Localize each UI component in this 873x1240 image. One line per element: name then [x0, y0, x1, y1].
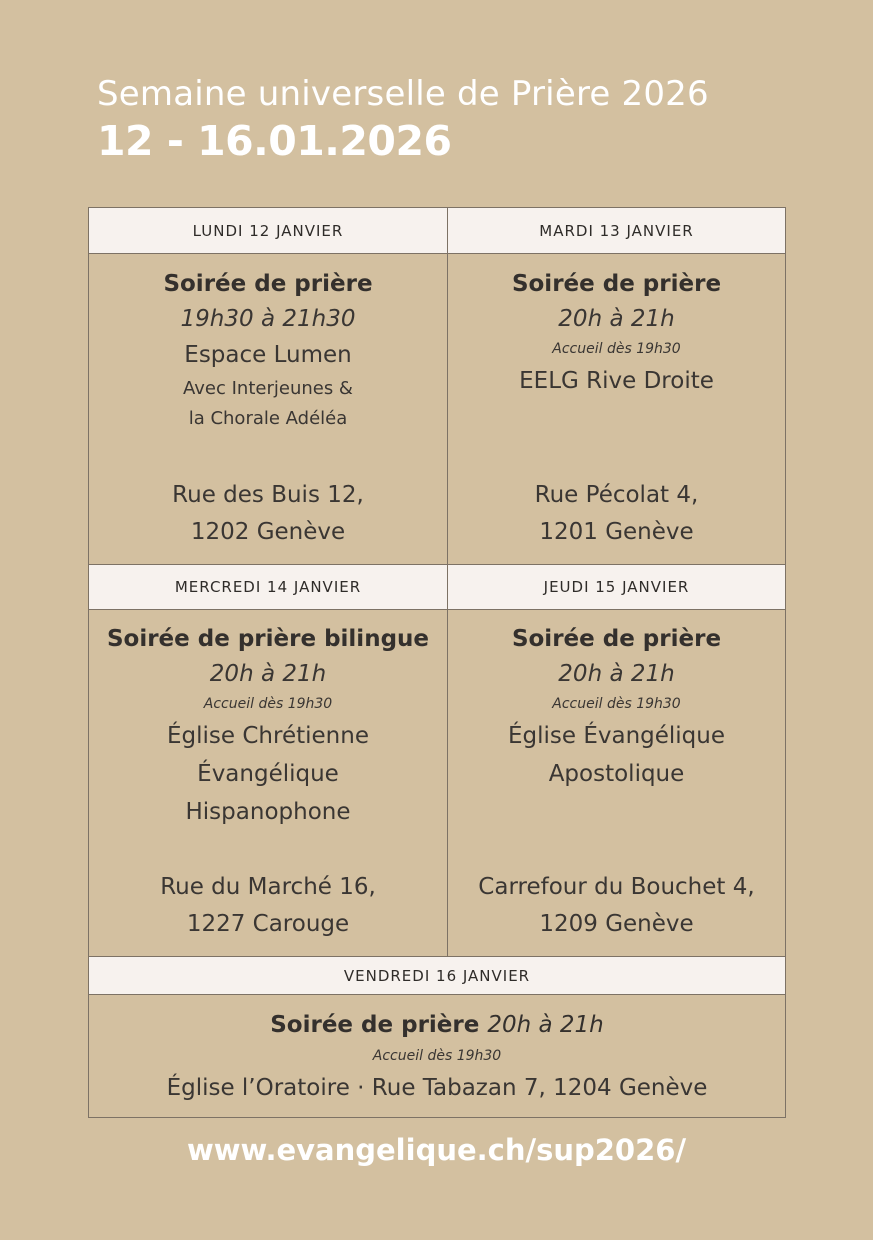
event-time: 20h à 21h: [558, 306, 675, 332]
day-cell-friday: [89, 995, 785, 1117]
event-place: Espace Lumen: [184, 342, 352, 368]
day-cell-monday: [89, 254, 448, 565]
event-place: Église Chrétienne: [167, 723, 369, 749]
event-place: Église l’Oratoire · Rue Tabazan 7, 1204 Genève: [166, 1075, 708, 1101]
event-welcome: Accueil dès 19h30: [552, 341, 681, 357]
schedule-table: [88, 207, 786, 1118]
event-title: Soirée de prière bilingue: [106, 626, 430, 652]
day-cell-wednesday: [89, 610, 448, 957]
event-place: Hispanophone: [185, 799, 351, 825]
address-street: Rue Pécolat 4,: [534, 482, 699, 508]
website-link[interactable]: www.evangelique.ch/sup2026/: [186, 1133, 687, 1167]
event-welcome: Accueil dès 19h30: [552, 696, 681, 712]
event-address: [448, 869, 785, 943]
day-header-thursday: JEUDI 15 JANVIER: [448, 565, 785, 610]
address-city: 1202 Genève: [190, 519, 346, 545]
address-city: 1209 Genève: [539, 911, 694, 937]
day-header-tuesday: MARDI 13 JANVIER: [448, 208, 785, 254]
address-city: 1227 Carouge: [186, 911, 350, 937]
event-title-line: [89, 1007, 785, 1043]
event-title: Soirée de prière: [163, 271, 373, 297]
event-note: Avec Interjeunes &: [183, 378, 353, 399]
day-cell-thursday: [448, 610, 785, 957]
event-time: 19h30 à 21h30: [180, 306, 356, 332]
event-title: Soirée de prière: [511, 271, 722, 297]
event-place: Église Évangélique: [507, 723, 726, 749]
page-title: Semaine universelle de Prière 2026: [97, 74, 709, 114]
address-street: Carrefour du Bouchet 4,: [478, 874, 755, 900]
event-time: 20h à 21h: [209, 661, 327, 687]
address-street: Rue du Marché 16,: [160, 874, 376, 900]
event-welcome: Accueil dès 19h30: [203, 696, 333, 712]
event-address: [89, 869, 447, 943]
day-header-wednesday: MERCREDI 14 JANVIER: [89, 565, 448, 610]
event-title: Soirée de prière: [270, 1012, 480, 1038]
header: [97, 72, 709, 166]
address-street: Rue des Buis 12,: [172, 482, 364, 508]
address-city: 1201 Genève: [539, 519, 694, 545]
page-dates: 12 - 16.01.2026: [97, 117, 452, 165]
event-note: la Chorale Adéléa: [188, 408, 348, 429]
event-place: Évangélique: [197, 761, 339, 787]
event-place: EELG Rive Droite: [519, 368, 714, 394]
event-time: 20h à 21h: [487, 1012, 604, 1038]
day-cell-tuesday: [448, 254, 785, 565]
day-header-friday: VENDREDI 16 JANVIER: [89, 957, 785, 995]
event-address: [448, 477, 785, 551]
event-address: [89, 477, 447, 551]
event-title: Soirée de prière: [511, 626, 722, 652]
event-time: 20h à 21h: [558, 661, 675, 687]
event-place: Apostolique: [548, 761, 685, 787]
event-welcome: Accueil dès 19h30: [372, 1048, 502, 1064]
day-header-monday: LUNDI 12 JANVIER: [89, 208, 448, 254]
